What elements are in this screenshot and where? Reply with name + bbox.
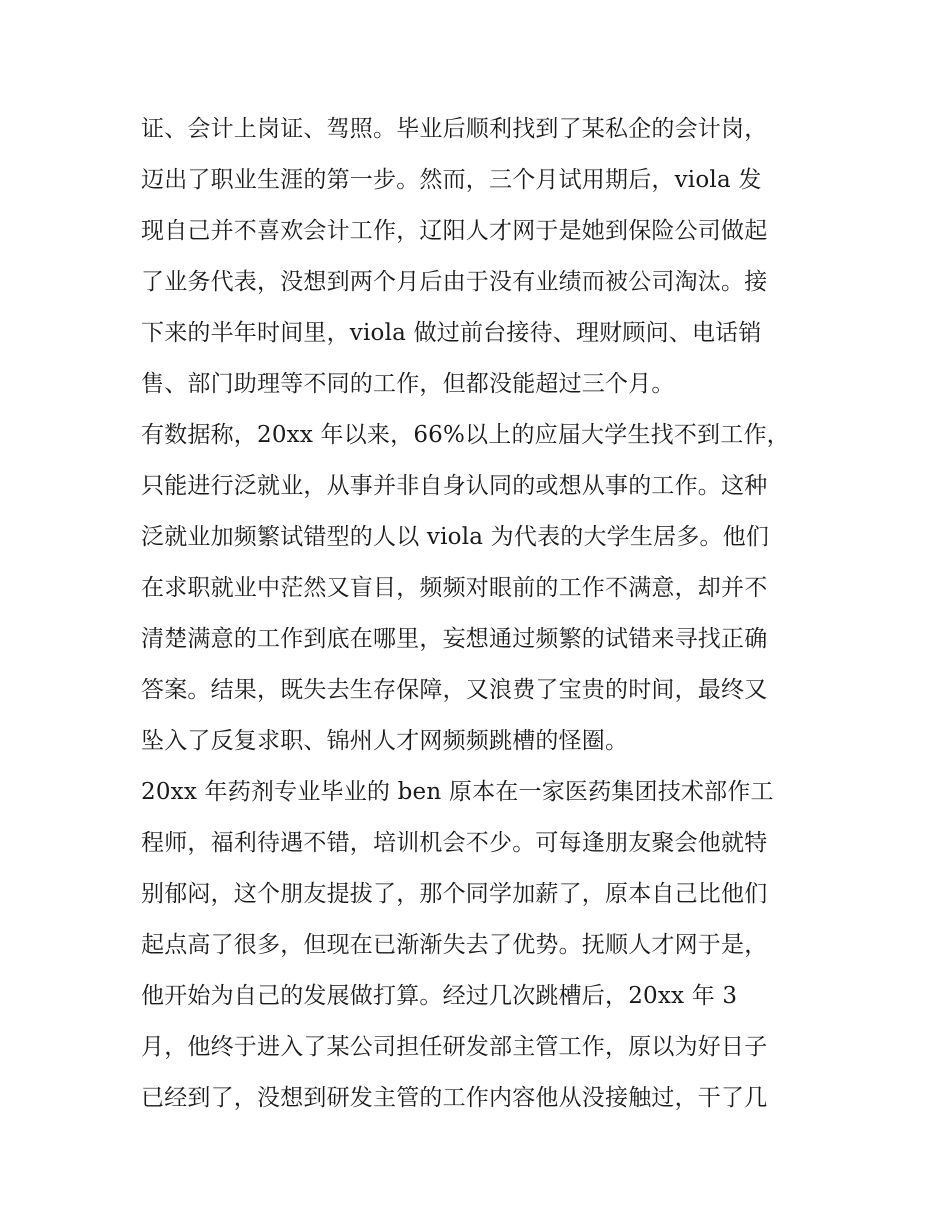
text-line: 在求职就业中茫然又盲目，频频对眼前的工作不满意，却并不 <box>141 575 768 601</box>
text-line: 迈出了职业生涯的第一步。然而，三个月试用期后，viola 发 <box>141 167 762 193</box>
text-line: 售、部门助理等不同的工作，但都没能超过三个月。 <box>141 371 675 397</box>
text-line: 别郁闷，这个朋友提拔了，那个同学加薪了，原本自己比他们 <box>141 881 768 907</box>
body-text <box>141 104 821 1124</box>
text-line: 清楚满意的工作到底在哪里，妄想通过频繁的试错来寻找正确 <box>141 626 768 652</box>
text-line: 坠入了反复求职、锦州人才网频频跳槽的怪圈。 <box>141 728 629 754</box>
text-line: 只能进行泛就业，从事并非自身认同的或想从事的工作。这种 <box>141 473 768 499</box>
text-line: 证、会计上岗证、驾照。毕业后顺利找到了某私企的会计岗， <box>141 116 768 142</box>
text-line: 现自己并不喜欢会计工作，辽阳人才网于是她到保险公司做起 <box>141 218 768 244</box>
text-line: 程师，福利待遇不错，培训机会不少。可每逢朋友聚会他就特 <box>141 830 768 856</box>
text-line: 起点高了很多，但现在已渐渐失去了优势。抚顺人才网于是， <box>141 932 768 958</box>
text-line: 有数据称，20xx 年以来，66%以上的应届大学生找不到工作， <box>141 422 790 448</box>
text-line: 泛就业加频繁试错型的人以 viola 为代表的大学生居多。他们 <box>141 524 770 550</box>
text-line: 他开始为自己的发展做打算。经过几次跳槽后，20xx 年 3 <box>141 983 738 1009</box>
text-line: 已经到了，没想到研发主管的工作内容他从没接触过，干了几 <box>141 1085 768 1111</box>
text-line: 月，他终于进入了某公司担任研发部主管工作，原以为好日子 <box>141 1034 768 1060</box>
text-line: 下来的半年时间里，viola 做过前台接待、理财顾问、电话销 <box>141 320 762 346</box>
text-line: 答案。结果，既失去生存保障，又浪费了宝贵的时间，最终又 <box>141 677 768 703</box>
text-line: 了业务代表，没想到两个月后由于没有业绩而被公司淘汰。接 <box>141 269 768 295</box>
text-line: 20xx 年药剂专业毕业的 ben 原本在一家医药集团技术部作工 <box>141 779 774 805</box>
